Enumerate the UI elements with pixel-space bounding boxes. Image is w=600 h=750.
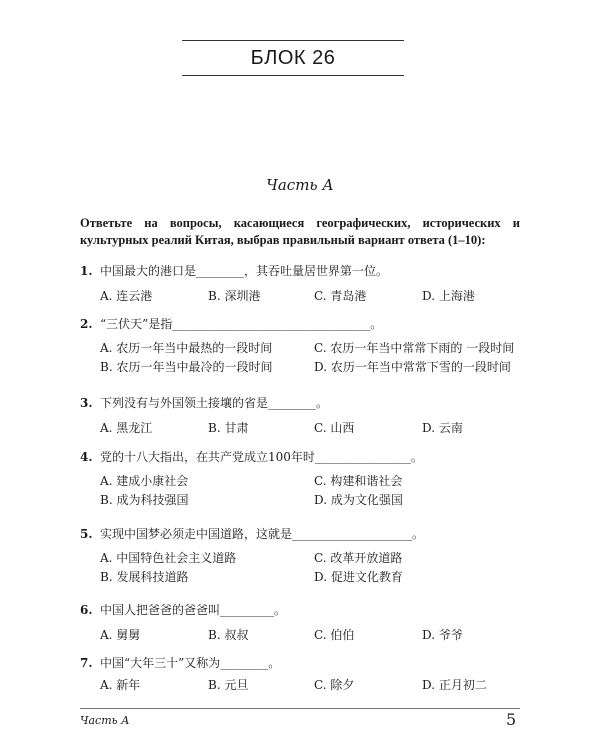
option-d[interactable]: D. 上海港 (422, 289, 475, 303)
option-c[interactable]: C. 青岛港 (314, 289, 367, 303)
option-b[interactable]: B. 叔叔 (208, 628, 249, 642)
question-number: 6. (80, 603, 93, 617)
option-b[interactable]: B. 元旦 (208, 678, 249, 692)
option-d[interactable]: D. 促进文化教育 (314, 570, 403, 584)
option-d[interactable]: D. 成为文化强国 (314, 493, 403, 507)
header-top-rule (182, 40, 404, 41)
option-c[interactable]: C. 农历一年当中常常下雨的 一段时间 (314, 341, 515, 355)
option-a[interactable]: A. 黑龙江 (100, 421, 153, 435)
option-d[interactable]: D. 云南 (422, 421, 463, 435)
question-4 (80, 448, 520, 510)
question-number: 2. (80, 317, 93, 331)
option-c[interactable]: C. 改革开放道路 (314, 551, 403, 565)
option-a[interactable]: A. 建成小康社会 (100, 474, 189, 488)
option-c[interactable]: C. 山西 (314, 421, 355, 435)
question-7 (80, 654, 520, 694)
block-title: БЛОК 26 (250, 47, 336, 69)
option-a[interactable]: A. 舅舅 (100, 628, 141, 642)
question-number: 5. (80, 527, 93, 541)
question-1 (80, 262, 520, 305)
page-number: 5 (506, 710, 517, 729)
option-b[interactable]: B. 发展科技道路 (100, 570, 189, 584)
header-bottom-rule (182, 75, 404, 76)
part-title: Часть А (266, 176, 334, 194)
block-header (182, 40, 404, 76)
footer-rule (80, 708, 520, 709)
option-c[interactable]: C. 伯伯 (314, 628, 355, 642)
option-a[interactable]: A. 农历一年当中最热的一段时间 (100, 341, 273, 355)
option-d[interactable]: D. 农历一年当中常常下雪的一段时间 (314, 360, 511, 374)
option-b[interactable]: B. 深圳港 (208, 289, 261, 303)
question-number: 7. (80, 656, 93, 670)
option-b[interactable]: B. 成为科技强国 (100, 493, 189, 507)
question-6 (80, 601, 520, 644)
question-2 (80, 315, 520, 377)
option-a[interactable]: A. 连云港 (100, 289, 153, 303)
question-number: 3. (80, 396, 93, 410)
option-c[interactable]: C. 构建和谐社会 (314, 474, 403, 488)
question-5 (80, 525, 520, 587)
footer-section-label: Часть А (80, 714, 130, 727)
question-stem: 中国最大的港口是________，其吞吐量居世界第一位。 (100, 264, 389, 278)
option-d[interactable]: D. 正月初二 (422, 678, 487, 692)
question-number: 4. (80, 450, 93, 464)
option-a[interactable]: A. 新年 (100, 678, 141, 692)
question-stem: 党的十八大指出，在共产党成立100年时________________。 (100, 450, 423, 464)
question-stem: 中国“大年三十”又称为________。 (100, 656, 281, 670)
option-a[interactable]: A. 中国特色社会主义道路 (100, 551, 237, 565)
option-d[interactable]: D. 爷爷 (422, 628, 463, 642)
question-stem: “三伏天”是指_________________________________。 (100, 317, 383, 331)
question-number: 1. (80, 264, 93, 278)
question-stem: 中国人把爸爸的爸爸叫_________。 (100, 603, 287, 617)
question-stem: 实现中国梦必须走中国道路，这就是____________________。 (100, 527, 425, 541)
question-3 (80, 394, 520, 437)
question-stem: 下列没有与外国领土接壤的省是________。 (100, 396, 329, 410)
option-b[interactable]: B. 农历一年当中最冷的一段时间 (100, 360, 273, 374)
instruction-text: Ответьте на вопросы, касающиеся географических, исторических и культурных реалий Китая, выбрав правильный вариант ответа (1–10): (80, 216, 520, 247)
option-b[interactable]: B. 甘肃 (208, 421, 249, 435)
option-c[interactable]: C. 除夕 (314, 678, 355, 692)
